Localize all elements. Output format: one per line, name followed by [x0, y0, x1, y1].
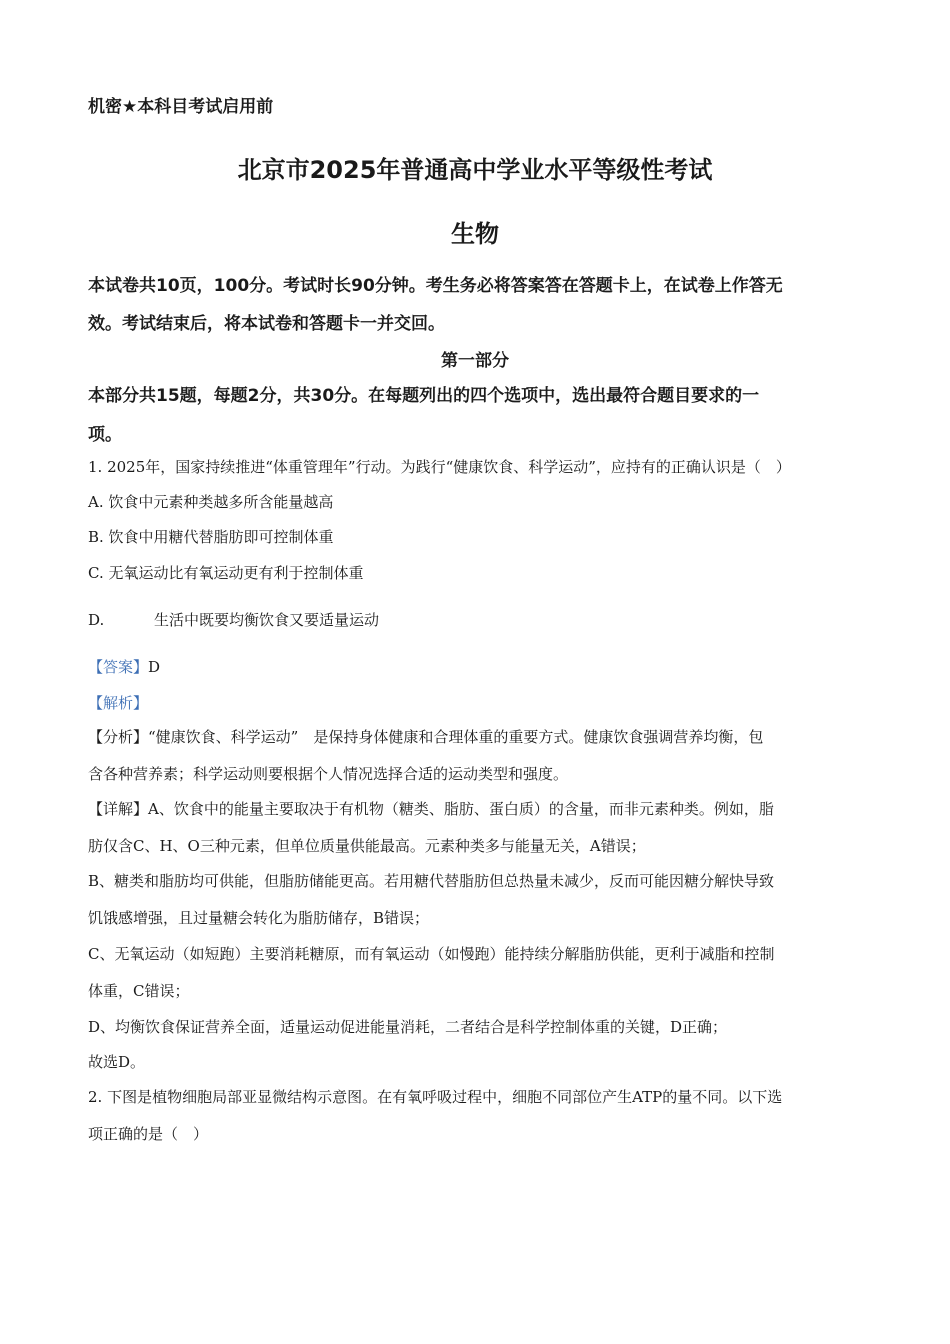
question-1-option-d — [88, 609, 379, 630]
subject-title: 生物 — [451, 220, 499, 248]
part-description-line2: 项。 — [88, 425, 122, 445]
fenxi-text1: “健康饮食、科学运动” 是保持身体健康和合理体重的重要方式。健康饮食强调营养均衡，包 — [148, 728, 764, 746]
xiangjie-line2: 肪仅含C、H、O三种元素，但单位质量供能最高。元素种类多与能量无关，A错误； — [88, 837, 646, 855]
question-1-stem: 1. 2025年，国家持续推进“体重管理年”行动。为践行“健康饮食、科学运动”，应持有的正确认识是（ ） — [88, 458, 791, 476]
answer-line — [88, 656, 160, 677]
question-2-stem-line2: 项正确的是（ ） — [88, 1125, 209, 1143]
explanation-b-line1: B、糖类和脂肪均可供能，但脂肪储能更高。若用糖代替脂肪但总热量未减少，反而可能因糖分解快导致 — [88, 872, 775, 890]
explanation-d-line1: D、均衡饮食保证营养全面，适量运动促进能量消耗，二者结合是科学控制体重的关键，D正确； — [88, 1018, 728, 1036]
question-1-option-c: C. 无氧运动比有氧运动更有利于控制体重 — [88, 564, 364, 582]
answer-value: D — [148, 658, 161, 676]
fenxi-line2: 含各种营养素；科学运动则要根据个人情况选择合适的运动类型和强度。 — [88, 765, 569, 783]
xiangjie-label: 【详解】 — [88, 800, 149, 818]
exam-instructions-line1: 本试卷共10页，100分。考试时长90分钟。考生务必将答案答在答题卡上，在试卷上作答无 — [88, 276, 783, 296]
option-d-text: 生活中既要均衡饮食又要适量运动 — [154, 611, 380, 629]
question-1-option-b: B. 饮食中用糖代替脂肪即可控制体重 — [88, 528, 334, 546]
question-1-option-a: A. 饮食中元素种类越多所含能量越高 — [88, 493, 334, 511]
fenxi-label: 【分析】 — [88, 728, 149, 746]
xiangjie-line1 — [88, 798, 774, 819]
answer-label: 【答案】 — [88, 658, 149, 676]
analysis-label: 【解析】 — [88, 694, 149, 712]
option-d-letter: D. — [88, 611, 105, 629]
explanation-b-line2: 饥饿感增强，且过量糖会转化为脂肪储存，B错误； — [88, 909, 430, 927]
confidential-notice: 机密★本科目考试启用前 — [88, 97, 274, 117]
question-2-stem-line1: 2. 下图是植物细胞局部亚显微结构示意图。在有氧呼吸过程中，细胞不同部位产生ATP的量不同。以下选 — [88, 1088, 783, 1106]
fenxi-line1 — [88, 726, 763, 747]
explanation-c-line2: 体重，C错误； — [88, 982, 190, 1000]
exam-title: 北京市2025年普通高中学业水平等级性考试 — [237, 156, 713, 184]
xiangjie-text1: A、饮食中的能量主要取决于有机物（糖类、脂肪、蛋白质）的含量，而非元素种类。例如，脂 — [148, 800, 774, 818]
part-title: 第一部分 — [441, 351, 509, 371]
conclusion: 故选D。 — [88, 1053, 146, 1071]
exam-instructions-line2: 效。考试结束后，将本试卷和答题卡一并交回。 — [88, 314, 445, 334]
part-description-line1: 本部分共15题，每题2分，共30分。在每题列出的四个选项中，选出最符合题目要求的一 — [88, 386, 760, 406]
explanation-c-line1: C、无氧运动（如短跑）主要消耗糖原，而有氧运动（如慢跑）能持续分解脂肪供能，更利于减脂和控制 — [88, 945, 775, 963]
